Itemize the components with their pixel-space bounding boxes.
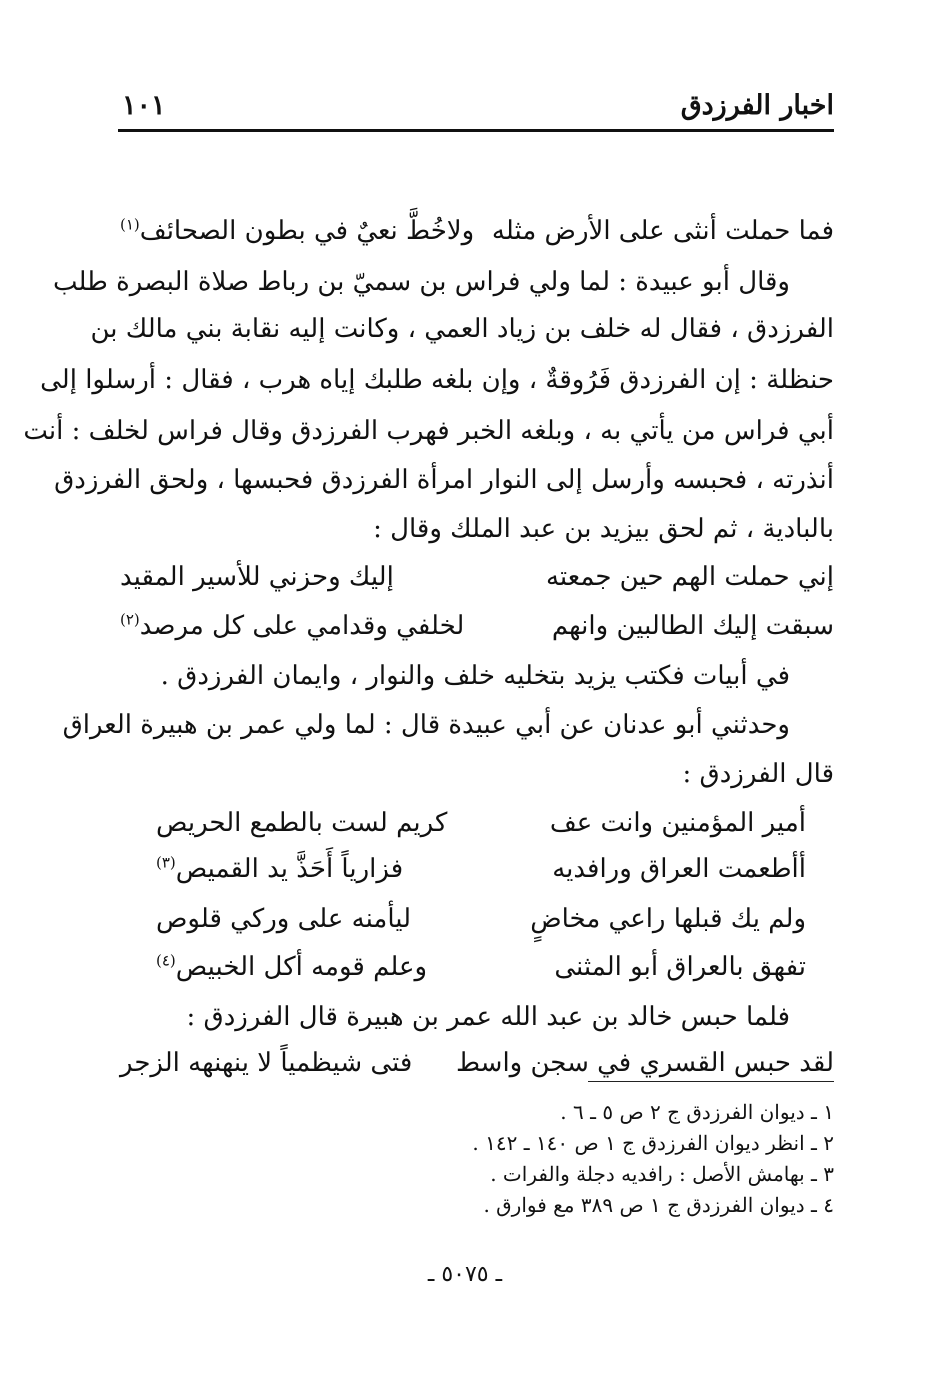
footnote-marker: (٣) <box>156 853 176 872</box>
text-line: فلما حبس خالد بن عبد الله عمر بن هبيرة قال الفرزدق : <box>186 1002 790 1032</box>
footnotes <box>334 1097 834 1221</box>
text-line: في أبيات فكتب يزيد بتخليه خلف والنوار ، وايمان الفرزدق . <box>160 661 790 691</box>
text-line: بالبادية ، ثم لحق بيزيد بن عبد الملك وقال : <box>373 514 834 544</box>
running-title: اخبار الفرزدق <box>680 90 834 121</box>
footnote-marker: (٤) <box>156 951 176 970</box>
verse-line <box>120 603 834 649</box>
verse-hemistich-first: فما حملت أنثى على الأرض مثله <box>491 216 834 246</box>
verse-hemistich-first: سبقت إليك الطالبين وانهم <box>551 611 834 641</box>
verse-text: لخلفي وقدامي على كل مرصد <box>139 611 465 641</box>
text-line: حنظلة : إن الفرزدق فَرُوقةٌ ، وإن بلغه طلبك إياه هرب ، فقال : أرسلوا إلى <box>40 365 834 395</box>
verse-hemistich-second <box>156 944 427 990</box>
verse-line <box>120 896 834 942</box>
verse-line <box>120 944 834 990</box>
verse-hemistich-first: تفهق بالعراق أبو المثنى <box>554 952 806 982</box>
verse-hemistich-first: إني حملت الهم حين جمعته <box>545 562 834 592</box>
verse-hemistich-second: فتى شيظمياً لا ينهنهه الزجر <box>120 1048 413 1078</box>
text-line: أنذرته ، فحبسه وأرسل إلى النوار امرأة الفرزدق فحبسها ، ولحق الفرزدق <box>54 465 834 495</box>
footnote: ١ ـ ديوان الفرزدق ج ٢ ص ٥ ـ ٦ . <box>560 1100 834 1124</box>
verse-line <box>120 554 834 600</box>
verse-text: ولاخُطَّ نعيٌ في بطون الصحائف <box>139 216 475 246</box>
verse-hemistich-second <box>120 603 464 649</box>
verse-text: وعلم قومه أكل الخبيص <box>175 952 428 982</box>
page-number: ١٠١ <box>122 90 166 121</box>
footnote: ٣ ـ بهامش الأصل : رافديه دجلة والفرات . <box>490 1162 834 1186</box>
verse-hemistich-second: ليأمنه على وركي قلوص <box>156 904 412 934</box>
verse-line <box>120 208 834 254</box>
verse-hemistich-second <box>156 846 403 892</box>
text-line: وحدثني أبو عدنان عن أبي عبيدة قال : لما ولي عمر بن هبيرة العراق <box>62 710 790 740</box>
text-line: أبي فراس من يأتي به ، وبلغه الخبر فهرب الفرزدق وقال فراس لخلف : أنت <box>23 416 834 446</box>
verse-hemistich-second: كريم لست بالطمع الحريص <box>156 808 448 838</box>
verse-hemistich-first: أأطعمت العراق ورافديه <box>552 854 806 884</box>
verse-hemistich-first: لقد حبس القسري في سجن واسط <box>455 1048 834 1078</box>
footnote-rule <box>588 1081 834 1082</box>
verse-line <box>120 1040 834 1086</box>
footnote-marker: (١) <box>120 215 140 234</box>
header-rule <box>118 129 834 132</box>
verse-text: فزارياً أَحَذَّ يد القميص <box>175 854 404 884</box>
verse-hemistich-second <box>120 208 474 254</box>
text-line: قال الفرزدق : <box>682 759 834 789</box>
folio-number: ـ ٥٠٧٥ ـ <box>427 1262 503 1287</box>
verse-hemistich-first: ولم يك قبلها راعي مخاضٍ <box>530 904 806 934</box>
text-line: وقال أبو عبيدة : لما ولي فراس بن سميّ بن رباط صلاة البصرة طلب <box>53 267 790 297</box>
text-line: الفرزدق ، فقال له خلف بن زياد العمي ، وكانت إليه نقابة بني مالك بن <box>90 314 834 344</box>
footnote: ٢ ـ انظر ديوان الفرزدق ج ١ ص ١٤٠ ـ ١٤٢ . <box>472 1131 834 1155</box>
footnote-marker: (٢) <box>120 610 140 629</box>
verse-hemistich-first: أمير المؤمنين وانت عف <box>549 808 806 838</box>
footnote: ٤ ـ ديوان الفرزدق ج ١ ص ٣٨٩ مع فوارق . <box>483 1193 834 1217</box>
verse-hemistich-second: إليك وحزني للأسير المقيد <box>120 562 394 592</box>
verse-line <box>120 846 834 892</box>
running-header <box>118 88 834 132</box>
verse-line <box>120 800 834 846</box>
